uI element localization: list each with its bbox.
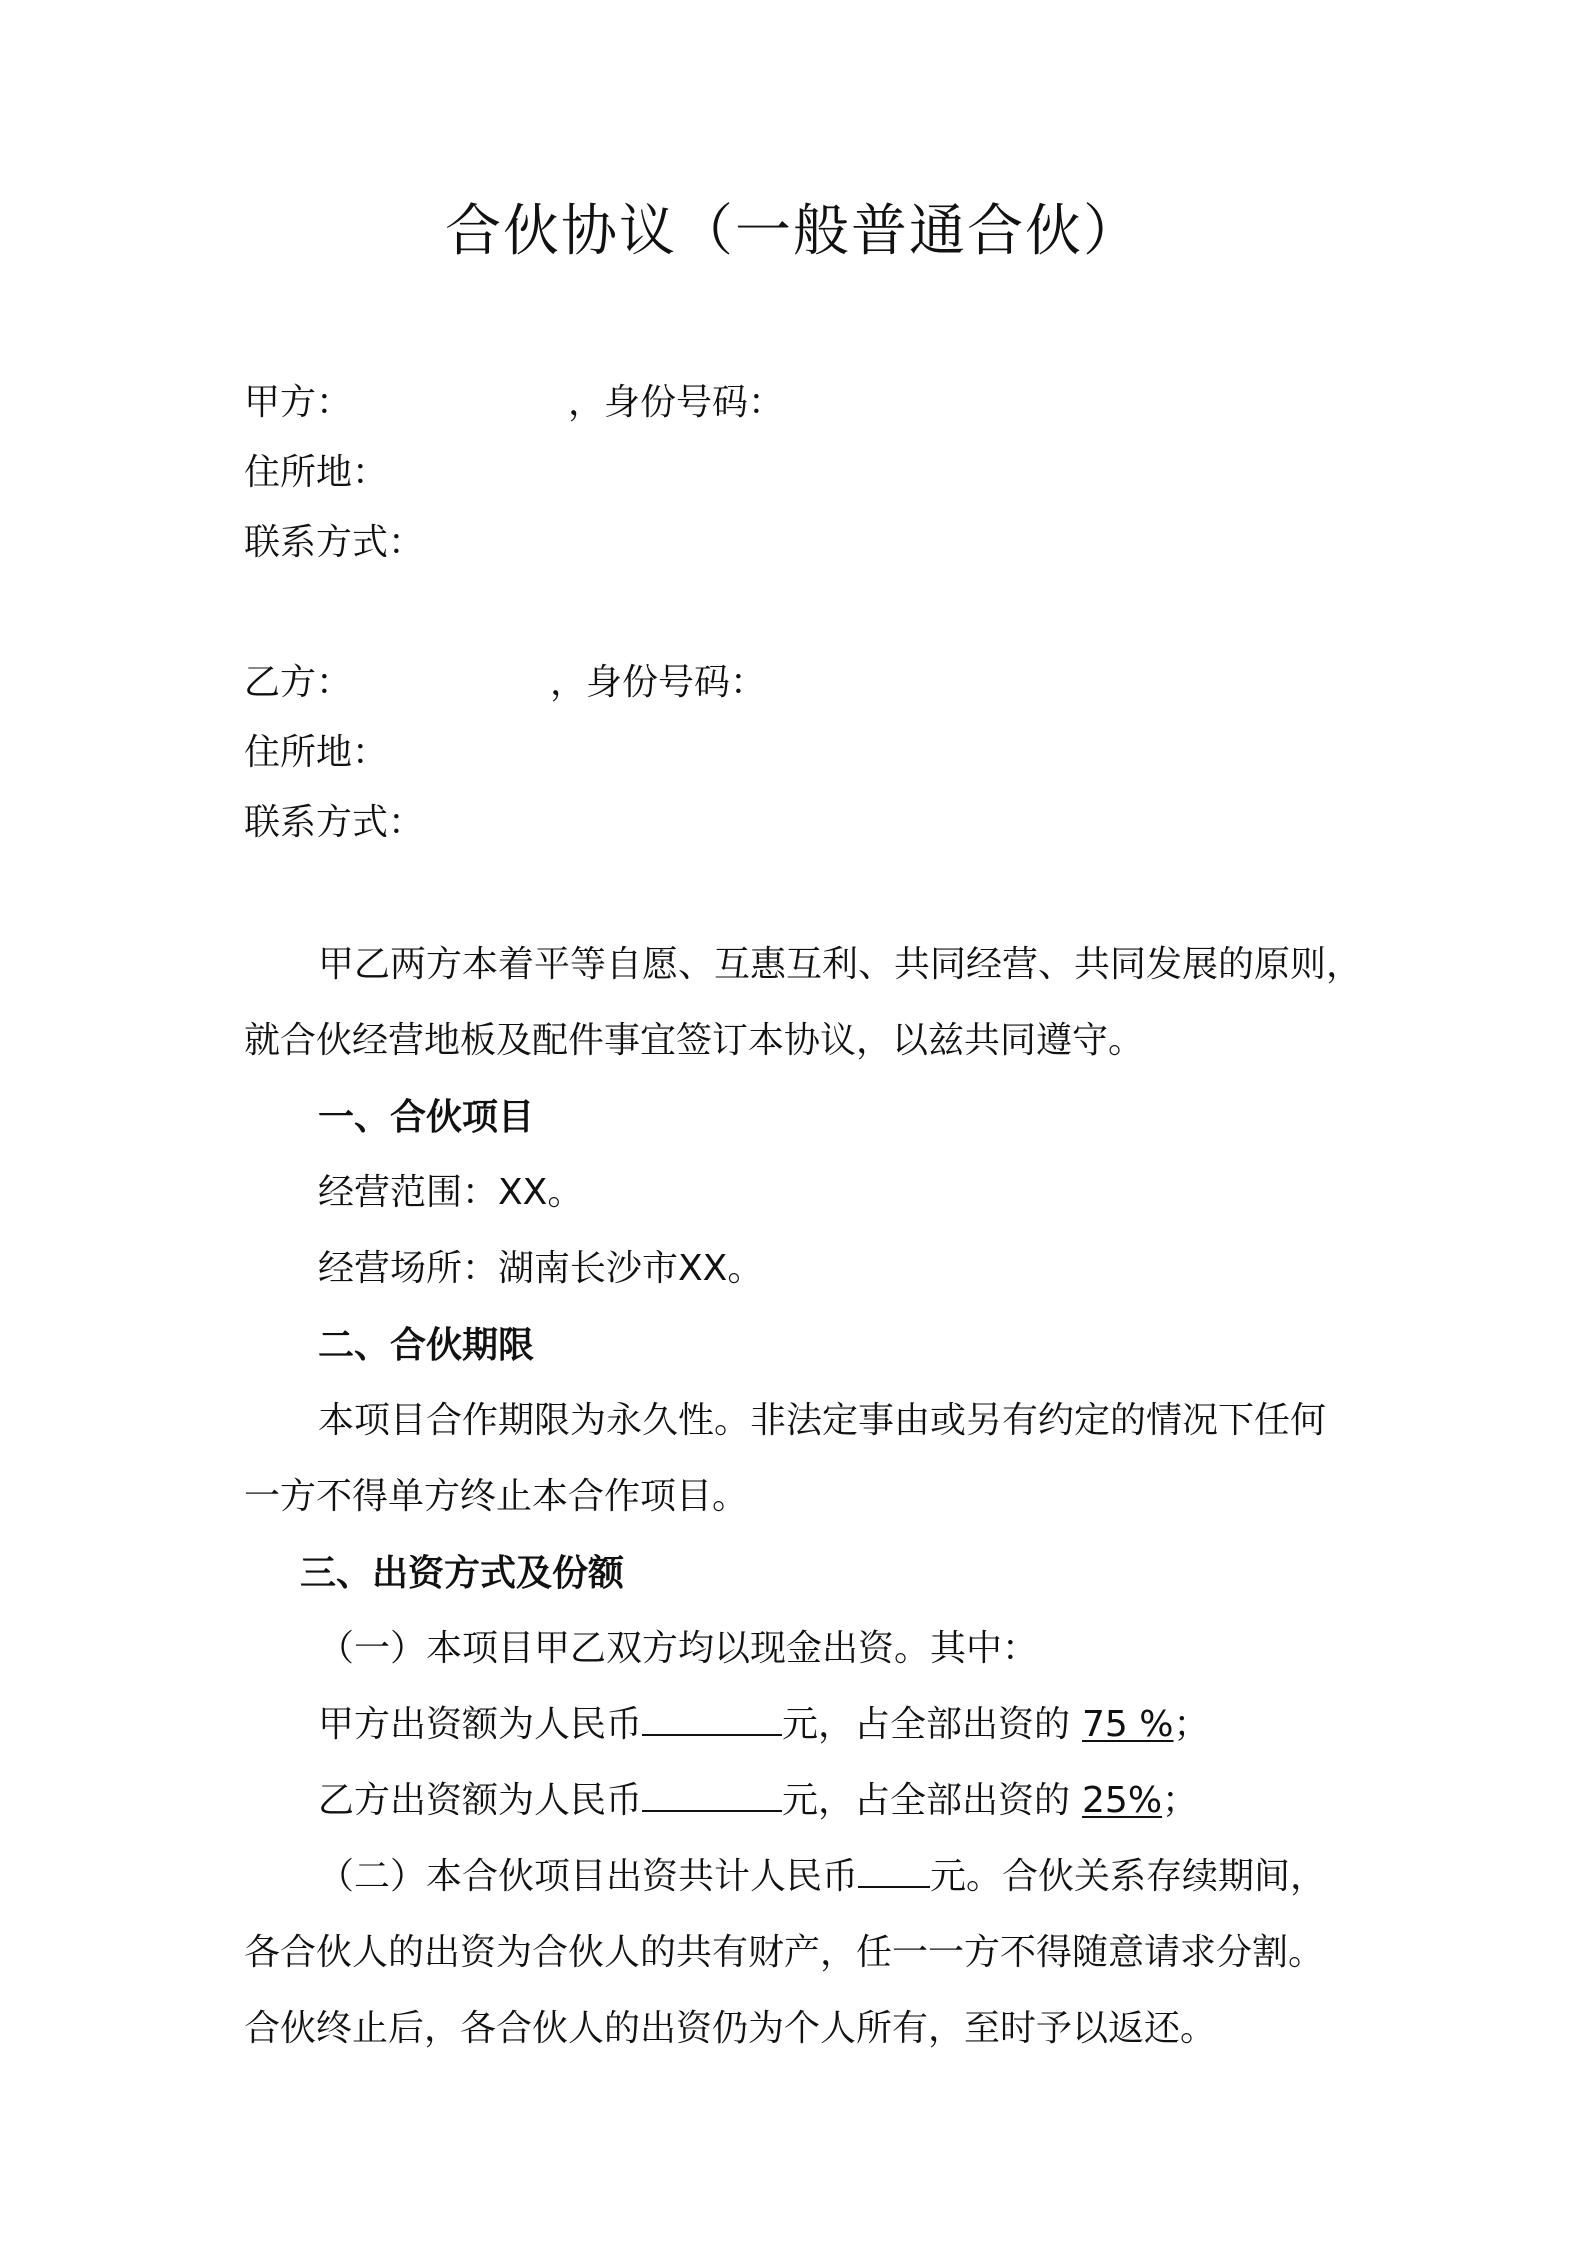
business-scope-line xyxy=(318,1168,583,1218)
party-b-address-label: 住所地： xyxy=(244,732,389,773)
party-a-amount-blank xyxy=(642,1702,782,1736)
term-line-2: 一方不得单方终止本合作项目。 xyxy=(244,1476,749,1517)
party-a-id-label: ，身份号码： xyxy=(568,382,785,423)
party-a-contribution-line xyxy=(318,1700,1210,1750)
business-place-label: 经营场所：湖南长沙市 xyxy=(318,1248,679,1289)
party-b-percent: 25% xyxy=(1082,1780,1163,1821)
clause-3-2-suffix: 元。合伙关系存续期间， xyxy=(930,1856,1327,1897)
party-a-name-label: 甲方： xyxy=(244,382,353,423)
clause-3-2-prefix: （二）本合伙项目出资共计人民币 xyxy=(318,1856,859,1897)
clause-3-1: （一）本项目甲乙双方均以现金出资。其中： xyxy=(318,1628,1039,1669)
clause-3-2-line-2: 各合伙人的出资为合伙人的共有财产，任一一方不得随意请求分割。 xyxy=(244,1932,1325,1973)
party-b-name-label: 乙方： xyxy=(244,662,353,703)
party-a-percent: 75 % xyxy=(1082,1704,1174,1745)
business-place-line xyxy=(318,1244,763,1294)
party-b-name-line xyxy=(244,658,766,708)
clause-3-2-line-1 xyxy=(318,1852,1326,1902)
preamble-line-1: 甲乙两方本着平等自愿、互惠互利、共同经营、共同发展的原则， xyxy=(318,944,1363,985)
term-line-1: 本项目合作期限为永久性。非法定事由或另有约定的情况下任何 xyxy=(318,1400,1327,1441)
section-2-heading: 二、合伙期限 xyxy=(318,1324,535,1366)
business-scope-value: XX xyxy=(498,1172,548,1213)
business-place-end: 。 xyxy=(727,1248,764,1289)
total-amount-blank xyxy=(858,1854,930,1888)
party-b-contact-label: 联系方式： xyxy=(244,802,425,843)
section-1-heading: 一、合伙项目 xyxy=(318,1096,535,1138)
party-a-contribution-mid: 元，占全部出资的 xyxy=(782,1704,1071,1745)
business-scope-label: 经营范围： xyxy=(318,1172,499,1213)
party-a-name-line xyxy=(244,378,784,428)
party-b-contribution-prefix: 乙方出资额为人民币 xyxy=(318,1780,643,1821)
clause-3-2-line-3: 合伙终止后，各合伙人的出资仍为个人所有，至时予以返还。 xyxy=(244,2008,1217,2049)
party-b-id-label: ，身份号码： xyxy=(550,662,767,703)
party-b-contribution-mid: 元，占全部出资的 xyxy=(782,1780,1071,1821)
party-a-contribution-prefix: 甲方出资额为人民币 xyxy=(318,1704,643,1745)
party-a-contribution-end: ； xyxy=(1173,1704,1210,1745)
party-b-contribution-line xyxy=(318,1776,1198,1826)
business-place-value: XX xyxy=(678,1248,728,1289)
business-scope-end: 。 xyxy=(547,1172,584,1213)
party-b-contribution-end: ； xyxy=(1162,1780,1199,1821)
party-a-contact-label: 联系方式： xyxy=(244,522,425,563)
party-a-address-label: 住所地： xyxy=(244,452,389,493)
preamble-line-2: 就合伙经营地板及配件事宜签订本协议，以兹共同遵守。 xyxy=(244,1020,1145,1061)
party-b-amount-blank xyxy=(642,1778,782,1812)
page-title: 合伙协议（一般普通合伙） xyxy=(445,199,1141,264)
section-3-heading: 三、出资方式及份额 xyxy=(300,1552,625,1594)
